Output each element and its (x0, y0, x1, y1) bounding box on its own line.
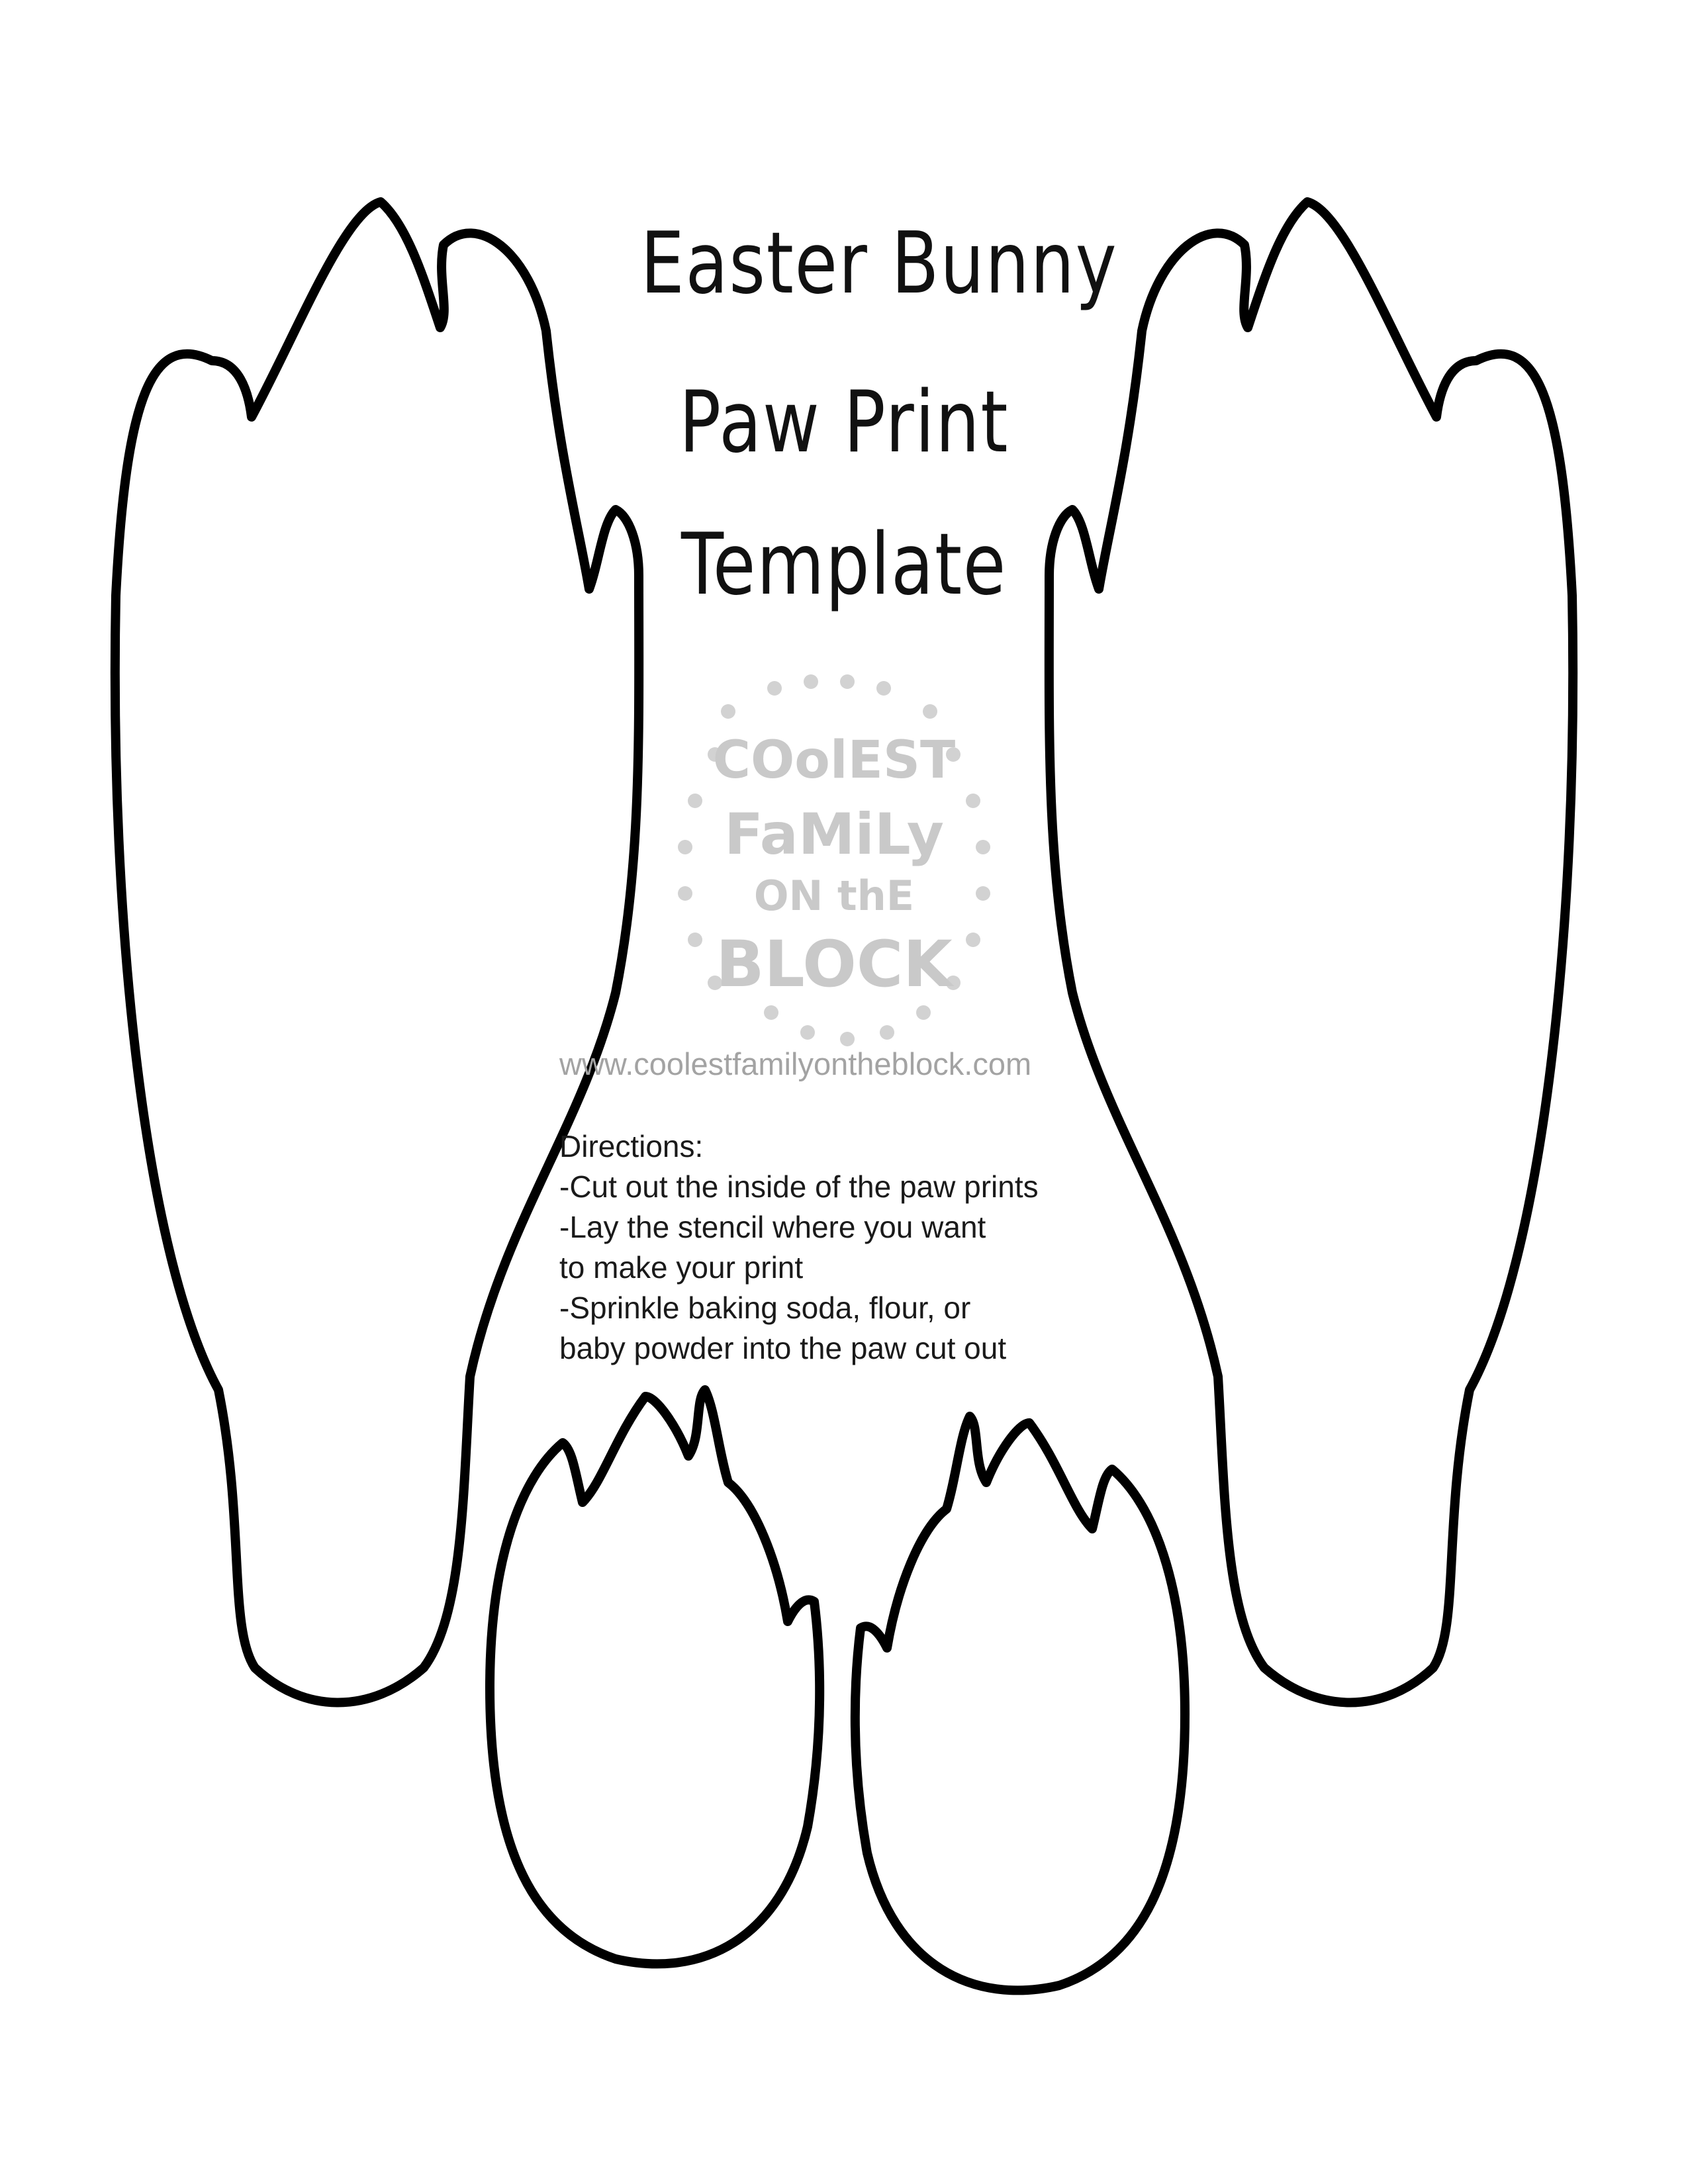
directions-step-1: -Cut out the inside of the paw prints (559, 1169, 1039, 1204)
watermark-line-3: ON thE (753, 872, 915, 920)
left-foot-outline (115, 202, 639, 1703)
right-foot-outline (1049, 202, 1573, 1703)
right-small-paw-outline (855, 1416, 1185, 1990)
watermark-line-1: COolEST (712, 731, 956, 790)
left-small-paw-outline (490, 1390, 820, 1964)
directions-step-3: -Sprinkle baking soda, flour, or (559, 1291, 971, 1325)
title-line-3: Template (680, 516, 1008, 614)
title-line-1: Easter Bunny (640, 214, 1118, 313)
directions-block (559, 1126, 1155, 1369)
directions-step-2-cont: to make your print (559, 1250, 804, 1285)
directions-heading: Directions: (559, 1129, 704, 1163)
directions-step-2: -Lay the stencil where you want (559, 1210, 986, 1244)
website-url: www.coolestfamilyontheblock.com (559, 1046, 1032, 1081)
title-line-2: Paw Print (679, 373, 1009, 472)
watermark-line-4: BLOCK (716, 927, 953, 1001)
watermark-line-2: FaMiLy (724, 801, 944, 868)
directions-step-3-cont: baby powder into the paw cut out (559, 1331, 1007, 1365)
